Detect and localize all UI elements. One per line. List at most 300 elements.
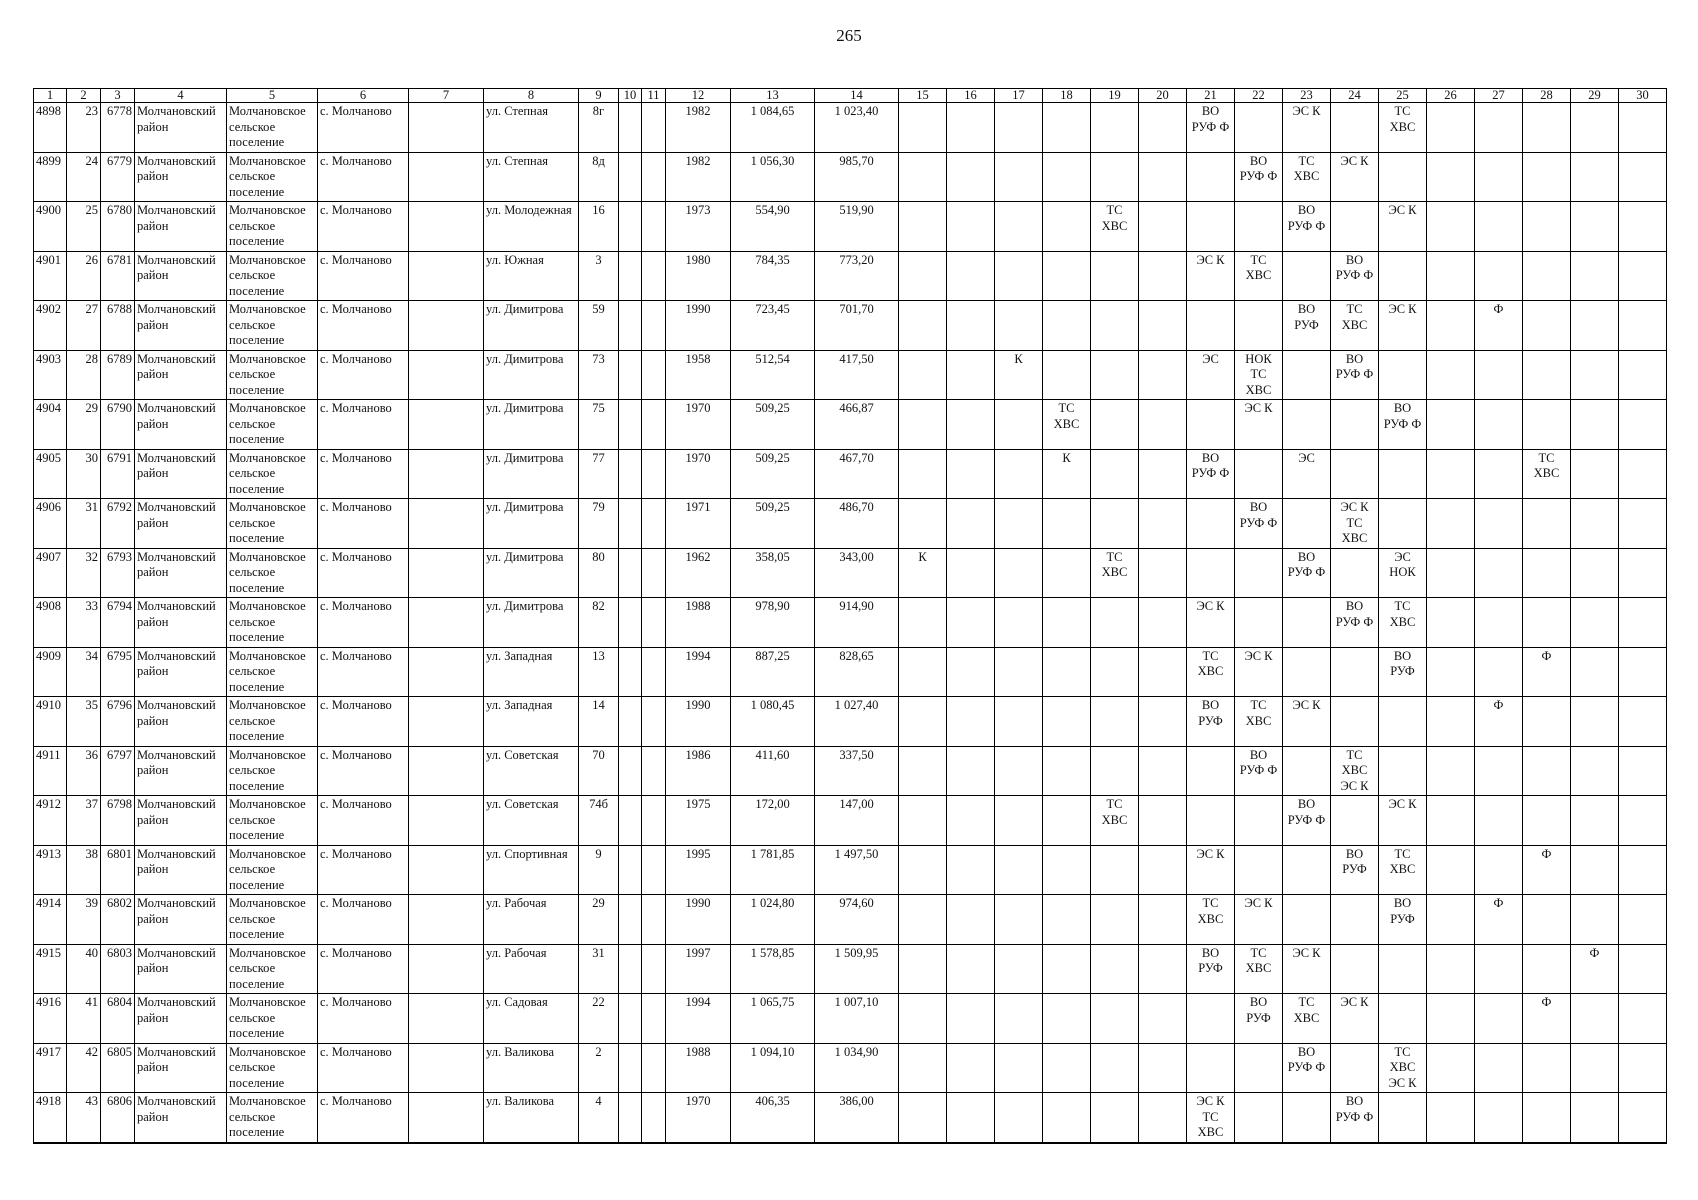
table-row xyxy=(34,548,1667,598)
cell-col-8: ул. Садовая xyxy=(484,994,579,1044)
cell-col-4: Молчановский район xyxy=(135,944,227,994)
table-row xyxy=(34,746,1667,796)
cell-col-27 xyxy=(1475,598,1523,648)
cell-col-26 xyxy=(1427,796,1475,846)
cell-col-29 xyxy=(1571,548,1619,598)
cell-col-7 xyxy=(409,895,484,945)
cell-col-26 xyxy=(1427,944,1475,994)
cell-col-10 xyxy=(619,350,642,400)
cell-col-20 xyxy=(1139,944,1187,994)
cell-col-13: 784,35 xyxy=(731,251,815,301)
cell-col-7 xyxy=(409,796,484,846)
cell-col-30 xyxy=(1619,944,1667,994)
cell-col-30 xyxy=(1619,994,1667,1044)
cell-col-19 xyxy=(1091,1093,1139,1143)
cell-col-11 xyxy=(642,598,666,648)
cell-col-18 xyxy=(1043,301,1091,351)
cell-col-5: Молчановское сельское поселение xyxy=(227,796,318,846)
cell-col-29 xyxy=(1571,647,1619,697)
cell-col-11 xyxy=(642,647,666,697)
cell-col-8: ул. Валикова xyxy=(484,1043,579,1093)
cell-col-27 xyxy=(1475,994,1523,1044)
cell-col-24 xyxy=(1331,400,1379,450)
cell-col-3: 6790 xyxy=(101,400,135,450)
cell-col-26 xyxy=(1427,1043,1475,1093)
cell-col-23 xyxy=(1283,598,1331,648)
cell-col-12: 1970 xyxy=(666,400,731,450)
column-header-10: 10 xyxy=(619,89,642,103)
cell-col-28: Ф xyxy=(1523,647,1571,697)
cell-col-25 xyxy=(1379,350,1427,400)
cell-col-3: 6781 xyxy=(101,251,135,301)
cell-col-5: Молчановское сельское поселение xyxy=(227,1043,318,1093)
table-row xyxy=(34,1043,1667,1093)
cell-col-26 xyxy=(1427,301,1475,351)
cell-col-5: Молчановское сельское поселение xyxy=(227,202,318,252)
cell-col-6: с. Молчаново xyxy=(318,1093,409,1143)
cell-col-7 xyxy=(409,548,484,598)
cell-col-16 xyxy=(947,944,995,994)
cell-col-19 xyxy=(1091,994,1139,1044)
cell-col-5: Молчановское сельское поселение xyxy=(227,400,318,450)
cell-col-22: ТС ХВС xyxy=(1235,944,1283,994)
cell-col-27 xyxy=(1475,350,1523,400)
cell-col-1: 4912 xyxy=(34,796,67,846)
cell-col-19 xyxy=(1091,895,1139,945)
cell-col-14: 466,87 xyxy=(815,400,899,450)
cell-col-18 xyxy=(1043,796,1091,846)
cell-col-25 xyxy=(1379,499,1427,549)
cell-col-29 xyxy=(1571,1093,1619,1143)
cell-col-19 xyxy=(1091,400,1139,450)
cell-col-1: 4900 xyxy=(34,202,67,252)
cell-col-8: ул. Димитрова xyxy=(484,350,579,400)
cell-col-12: 1988 xyxy=(666,598,731,648)
cell-col-28: Ф xyxy=(1523,845,1571,895)
table-row xyxy=(34,895,1667,945)
cell-col-7 xyxy=(409,499,484,549)
cell-col-18 xyxy=(1043,251,1091,301)
cell-col-23 xyxy=(1283,895,1331,945)
cell-col-20 xyxy=(1139,746,1187,796)
column-header-29: 29 xyxy=(1571,89,1619,103)
cell-col-22: ВО РУФ xyxy=(1235,994,1283,1044)
cell-col-2: 30 xyxy=(67,449,101,499)
cell-col-17 xyxy=(995,746,1043,796)
housing-registry-table xyxy=(33,88,1667,1144)
cell-col-20 xyxy=(1139,152,1187,202)
cell-col-26 xyxy=(1427,598,1475,648)
cell-col-22: ЭС К xyxy=(1235,895,1283,945)
cell-col-25 xyxy=(1379,994,1427,1044)
cell-col-3: 6806 xyxy=(101,1093,135,1143)
cell-col-19: ТС ХВС xyxy=(1091,202,1139,252)
column-header-17: 17 xyxy=(995,89,1043,103)
table-row xyxy=(34,796,1667,846)
cell-col-2: 41 xyxy=(67,994,101,1044)
cell-col-25: ЭС К xyxy=(1379,301,1427,351)
cell-col-10 xyxy=(619,796,642,846)
table-row xyxy=(34,994,1667,1044)
cell-col-18 xyxy=(1043,647,1091,697)
cell-col-14: 519,90 xyxy=(815,202,899,252)
cell-col-1: 4917 xyxy=(34,1043,67,1093)
cell-col-20 xyxy=(1139,845,1187,895)
cell-col-28 xyxy=(1523,103,1571,153)
cell-col-10 xyxy=(619,697,642,747)
cell-col-3: 6780 xyxy=(101,202,135,252)
cell-col-9: 2 xyxy=(579,1043,619,1093)
cell-col-23: ВО РУФ Ф xyxy=(1283,1043,1331,1093)
cell-col-27 xyxy=(1475,152,1523,202)
cell-col-14: 828,65 xyxy=(815,647,899,697)
cell-col-8: ул. Степная xyxy=(484,103,579,153)
cell-col-11 xyxy=(642,350,666,400)
cell-col-21: ЭС К xyxy=(1187,251,1235,301)
cell-col-23 xyxy=(1283,746,1331,796)
cell-col-6: с. Молчаново xyxy=(318,895,409,945)
cell-col-3: 6792 xyxy=(101,499,135,549)
cell-col-17 xyxy=(995,400,1043,450)
cell-col-4: Молчановский район xyxy=(135,152,227,202)
cell-col-23: ЭС К xyxy=(1283,697,1331,747)
table-row xyxy=(34,103,1667,153)
cell-col-4: Молчановский район xyxy=(135,400,227,450)
cell-col-27: Ф xyxy=(1475,301,1523,351)
cell-col-8: ул. Димитрова xyxy=(484,449,579,499)
cell-col-25 xyxy=(1379,251,1427,301)
cell-col-11 xyxy=(642,301,666,351)
cell-col-9: 80 xyxy=(579,548,619,598)
cell-col-6: с. Молчаново xyxy=(318,499,409,549)
cell-col-30 xyxy=(1619,895,1667,945)
cell-col-16 xyxy=(947,598,995,648)
table-row xyxy=(34,1093,1667,1143)
cell-col-13: 723,45 xyxy=(731,301,815,351)
cell-col-13: 554,90 xyxy=(731,202,815,252)
cell-col-9: 16 xyxy=(579,202,619,252)
cell-col-1: 4906 xyxy=(34,499,67,549)
cell-col-9: 75 xyxy=(579,400,619,450)
cell-col-23: ВО РУФ Ф xyxy=(1283,548,1331,598)
cell-col-5: Молчановское сельское поселение xyxy=(227,647,318,697)
column-header-24: 24 xyxy=(1331,89,1379,103)
cell-col-30 xyxy=(1619,845,1667,895)
cell-col-8: ул. Западная xyxy=(484,697,579,747)
cell-col-11 xyxy=(642,1043,666,1093)
cell-col-1: 4907 xyxy=(34,548,67,598)
cell-col-3: 6797 xyxy=(101,746,135,796)
cell-col-27: Ф xyxy=(1475,697,1523,747)
cell-col-16 xyxy=(947,152,995,202)
cell-col-7 xyxy=(409,944,484,994)
cell-col-13: 512,54 xyxy=(731,350,815,400)
cell-col-18 xyxy=(1043,697,1091,747)
cell-col-10 xyxy=(619,944,642,994)
cell-col-26 xyxy=(1427,647,1475,697)
cell-col-4: Молчановский район xyxy=(135,796,227,846)
cell-col-24 xyxy=(1331,647,1379,697)
cell-col-8: ул. Димитрова xyxy=(484,400,579,450)
cell-col-1: 4903 xyxy=(34,350,67,400)
cell-col-17 xyxy=(995,548,1043,598)
cell-col-29 xyxy=(1571,202,1619,252)
cell-col-27 xyxy=(1475,746,1523,796)
cell-col-16 xyxy=(947,1093,995,1143)
cell-col-19: ТС ХВС xyxy=(1091,548,1139,598)
cell-col-20 xyxy=(1139,994,1187,1044)
cell-col-17: К xyxy=(995,350,1043,400)
cell-col-6: с. Молчаново xyxy=(318,449,409,499)
cell-col-27 xyxy=(1475,400,1523,450)
cell-col-9: 8г xyxy=(579,103,619,153)
cell-col-11 xyxy=(642,202,666,252)
cell-col-23 xyxy=(1283,499,1331,549)
cell-col-6: с. Молчаново xyxy=(318,350,409,400)
cell-col-16 xyxy=(947,350,995,400)
cell-col-20 xyxy=(1139,895,1187,945)
cell-col-22: ТС ХВС xyxy=(1235,697,1283,747)
cell-col-11 xyxy=(642,152,666,202)
cell-col-21 xyxy=(1187,301,1235,351)
column-header-22: 22 xyxy=(1235,89,1283,103)
cell-col-14: 914,90 xyxy=(815,598,899,648)
cell-col-23 xyxy=(1283,845,1331,895)
cell-col-8: ул. Молодежная xyxy=(484,202,579,252)
cell-col-9: 77 xyxy=(579,449,619,499)
cell-col-6: с. Молчаново xyxy=(318,1043,409,1093)
column-header-5: 5 xyxy=(227,89,318,103)
cell-col-12: 1958 xyxy=(666,350,731,400)
cell-col-29 xyxy=(1571,598,1619,648)
cell-col-12: 1994 xyxy=(666,647,731,697)
cell-col-2: 37 xyxy=(67,796,101,846)
cell-col-21: ЭС К xyxy=(1187,598,1235,648)
cell-col-7 xyxy=(409,152,484,202)
cell-col-13: 1 578,85 xyxy=(731,944,815,994)
cell-col-7 xyxy=(409,449,484,499)
table-row xyxy=(34,449,1667,499)
table-row xyxy=(34,697,1667,747)
cell-col-23: ВО РУФ Ф xyxy=(1283,796,1331,846)
cell-col-5: Молчановское сельское поселение xyxy=(227,895,318,945)
cell-col-11 xyxy=(642,746,666,796)
cell-col-17 xyxy=(995,697,1043,747)
cell-col-21 xyxy=(1187,796,1235,846)
cell-col-19 xyxy=(1091,251,1139,301)
cell-col-9: 59 xyxy=(579,301,619,351)
cell-col-1: 4904 xyxy=(34,400,67,450)
cell-col-21: ВО РУФ Ф xyxy=(1187,103,1235,153)
cell-col-27 xyxy=(1475,944,1523,994)
cell-col-12: 1990 xyxy=(666,697,731,747)
cell-col-19 xyxy=(1091,499,1139,549)
cell-col-3: 6794 xyxy=(101,598,135,648)
cell-col-19 xyxy=(1091,647,1139,697)
cell-col-9: 14 xyxy=(579,697,619,747)
cell-col-9: 79 xyxy=(579,499,619,549)
cell-col-6: с. Молчаново xyxy=(318,845,409,895)
table-row xyxy=(34,400,1667,450)
cell-col-7 xyxy=(409,746,484,796)
cell-col-17 xyxy=(995,895,1043,945)
cell-col-12: 1975 xyxy=(666,796,731,846)
cell-col-4: Молчановский район xyxy=(135,251,227,301)
cell-col-17 xyxy=(995,845,1043,895)
cell-col-1: 4898 xyxy=(34,103,67,153)
cell-col-6: с. Молчаново xyxy=(318,400,409,450)
cell-col-21: ВО РУФ Ф xyxy=(1187,449,1235,499)
cell-col-17 xyxy=(995,449,1043,499)
cell-col-15 xyxy=(899,845,947,895)
cell-col-5: Молчановское сельское поселение xyxy=(227,152,318,202)
cell-col-5: Молчановское сельское поселение xyxy=(227,103,318,153)
cell-col-22 xyxy=(1235,301,1283,351)
cell-col-21 xyxy=(1187,1043,1235,1093)
cell-col-8: ул. Южная xyxy=(484,251,579,301)
cell-col-2: 32 xyxy=(67,548,101,598)
cell-col-13: 1 080,45 xyxy=(731,697,815,747)
cell-col-29 xyxy=(1571,499,1619,549)
cell-col-25: ТС ХВС xyxy=(1379,103,1427,153)
cell-col-20 xyxy=(1139,202,1187,252)
cell-col-9: 73 xyxy=(579,350,619,400)
cell-col-28 xyxy=(1523,944,1571,994)
column-header-8: 8 xyxy=(484,89,579,103)
cell-col-25 xyxy=(1379,746,1427,796)
cell-col-21: ЭС К ТС ХВС xyxy=(1187,1093,1235,1143)
cell-col-30 xyxy=(1619,251,1667,301)
cell-col-30 xyxy=(1619,202,1667,252)
cell-col-16 xyxy=(947,994,995,1044)
cell-col-6: с. Молчаново xyxy=(318,994,409,1044)
cell-col-28 xyxy=(1523,1093,1571,1143)
cell-col-24 xyxy=(1331,796,1379,846)
cell-col-10 xyxy=(619,202,642,252)
cell-col-14: 1 027,40 xyxy=(815,697,899,747)
cell-col-27 xyxy=(1475,647,1523,697)
cell-col-18 xyxy=(1043,548,1091,598)
cell-col-18 xyxy=(1043,202,1091,252)
column-header-3: 3 xyxy=(101,89,135,103)
cell-col-7 xyxy=(409,697,484,747)
cell-col-26 xyxy=(1427,152,1475,202)
cell-col-3: 6795 xyxy=(101,647,135,697)
cell-col-4: Молчановский район xyxy=(135,301,227,351)
table-row xyxy=(34,944,1667,994)
cell-col-20 xyxy=(1139,598,1187,648)
cell-col-10 xyxy=(619,845,642,895)
cell-col-20 xyxy=(1139,400,1187,450)
cell-col-5: Молчановское сельское поселение xyxy=(227,1093,318,1143)
cell-col-25 xyxy=(1379,1093,1427,1143)
cell-col-18 xyxy=(1043,895,1091,945)
cell-col-22 xyxy=(1235,202,1283,252)
cell-col-12: 1995 xyxy=(666,845,731,895)
cell-col-18 xyxy=(1043,994,1091,1044)
cell-col-4: Молчановский район xyxy=(135,499,227,549)
cell-col-4: Молчановский район xyxy=(135,202,227,252)
cell-col-15 xyxy=(899,647,947,697)
cell-col-13: 411,60 xyxy=(731,746,815,796)
cell-col-26 xyxy=(1427,697,1475,747)
column-number-header xyxy=(34,89,1667,103)
cell-col-22 xyxy=(1235,1043,1283,1093)
cell-col-6: с. Молчаново xyxy=(318,103,409,153)
cell-col-24 xyxy=(1331,103,1379,153)
cell-col-5: Молчановское сельское поселение xyxy=(227,350,318,400)
cell-col-1: 4908 xyxy=(34,598,67,648)
cell-col-30 xyxy=(1619,400,1667,450)
cell-col-22 xyxy=(1235,103,1283,153)
cell-col-11 xyxy=(642,895,666,945)
cell-col-29 xyxy=(1571,301,1619,351)
cell-col-16 xyxy=(947,400,995,450)
cell-col-7 xyxy=(409,202,484,252)
cell-col-20 xyxy=(1139,499,1187,549)
cell-col-8: ул. Степная xyxy=(484,152,579,202)
cell-col-4: Молчановский район xyxy=(135,994,227,1044)
cell-col-2: 28 xyxy=(67,350,101,400)
cell-col-4: Молчановский район xyxy=(135,598,227,648)
cell-col-27: Ф xyxy=(1475,895,1523,945)
cell-col-2: 36 xyxy=(67,746,101,796)
cell-col-2: 35 xyxy=(67,697,101,747)
cell-col-9: 22 xyxy=(579,994,619,1044)
cell-col-23: ВО РУФ Ф xyxy=(1283,202,1331,252)
cell-col-23: ТС ХВС xyxy=(1283,994,1331,1044)
cell-col-24 xyxy=(1331,944,1379,994)
cell-col-11 xyxy=(642,796,666,846)
cell-col-2: 38 xyxy=(67,845,101,895)
cell-col-9: 8д xyxy=(579,152,619,202)
cell-col-21 xyxy=(1187,994,1235,1044)
cell-col-16 xyxy=(947,301,995,351)
cell-col-13: 1 094,10 xyxy=(731,1043,815,1093)
cell-col-24: ВО РУФ Ф xyxy=(1331,598,1379,648)
cell-col-22 xyxy=(1235,845,1283,895)
cell-col-11 xyxy=(642,994,666,1044)
cell-col-24 xyxy=(1331,697,1379,747)
cell-col-21 xyxy=(1187,746,1235,796)
cell-col-7 xyxy=(409,647,484,697)
cell-col-3: 6793 xyxy=(101,548,135,598)
cell-col-7 xyxy=(409,103,484,153)
cell-col-23 xyxy=(1283,647,1331,697)
cell-col-25: ВО РУФ xyxy=(1379,895,1427,945)
cell-col-1: 4911 xyxy=(34,746,67,796)
cell-col-27 xyxy=(1475,796,1523,846)
cell-col-15 xyxy=(899,152,947,202)
cell-col-18 xyxy=(1043,598,1091,648)
cell-col-30 xyxy=(1619,647,1667,697)
cell-col-22 xyxy=(1235,449,1283,499)
cell-col-3: 6778 xyxy=(101,103,135,153)
cell-col-26 xyxy=(1427,895,1475,945)
cell-col-13: 978,90 xyxy=(731,598,815,648)
cell-col-19 xyxy=(1091,598,1139,648)
cell-col-1: 4901 xyxy=(34,251,67,301)
column-header-1: 1 xyxy=(34,89,67,103)
cell-col-4: Молчановский район xyxy=(135,103,227,153)
cell-col-23 xyxy=(1283,400,1331,450)
cell-col-27 xyxy=(1475,548,1523,598)
cell-col-19: ТС ХВС xyxy=(1091,796,1139,846)
cell-col-8: ул. Рабочая xyxy=(484,944,579,994)
cell-col-15 xyxy=(899,251,947,301)
cell-col-14: 974,60 xyxy=(815,895,899,945)
cell-col-30 xyxy=(1619,301,1667,351)
